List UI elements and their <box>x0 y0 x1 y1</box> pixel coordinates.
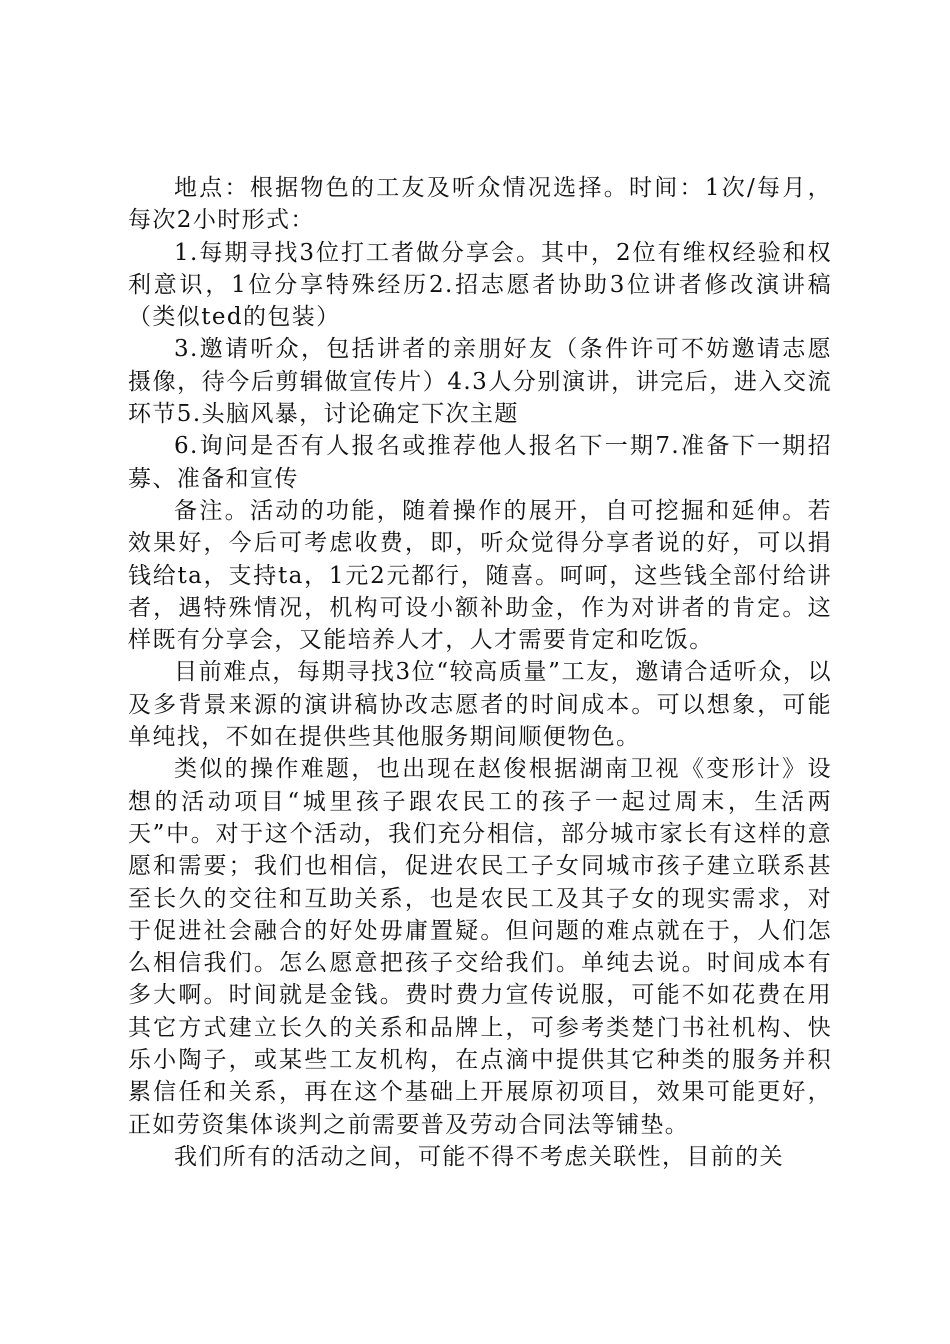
document-body <box>128 172 832 1173</box>
paragraph-step-6-7: 6.询问是否有人报名或推荐他人报名下一期7.准备下一期招募、准备和宣传 <box>128 433 832 492</box>
paragraph-step-3-5: 3.邀请听众，包括讲者的亲朋好友（条件许可不妨邀请志愿摄像，待今后剪辑做宣传片）4.3人分别演讲，讲完后，进入交流环节5.头脑风暴，讨论确定下次主题 <box>128 336 832 428</box>
paragraph-difficulties: 目前难点，每期寻找3位“较高质量”工友，邀请合适听众，以及多背景来源的演讲稿协改志愿者的时间成本。可以想象，可能单纯找，不如在提供些其他服务期间顺便物色。 <box>128 659 832 751</box>
paragraph-location-time: 地点：根据物色的工友及听众情况选择。时间：1次/每月，每次2小时形式： <box>128 175 832 234</box>
paragraph-activity-relation: 我们所有的活动之间，可能不得不考虑关联性，目前的关 <box>174 1143 784 1170</box>
paragraph-remarks: 备注。活动的功能，随着操作的展开，自可挖掘和延伸。若效果好，今后可考虑收费，即，听众觉得分享者说的好，可以捐钱给ta，支持ta，1元2元都行，随喜。呵呵，这些钱全部付给讲者，遇特殊情况，机构可设小额补助金，作为对讲者的肯定。这样既有分享会，又能培养人才，人才需要肯定和吃饭。 <box>128 497 832 654</box>
paragraph-similar-problem: 类似的操作难题，也出现在赵俊根据湖南卫视《变形计》设想的活动项目“城里孩子跟农民工的孩子一起过周末，生活两天”中。对于这个活动，我们充分相信，部分城市家长有这样的意愿和需要；我们也相信，促进农民工子女同城市孩子建立联系甚至长久的交往和互助关系，也是农民工及其子女的现实需求，对于促进社会融合的好处毋庸置疑。但问题的难点就在于，人们怎么相信我们。怎么愿意把孩子交给我们。单纯去说。时间成本有多大啊。时间就是金钱。费时费力宣传说服，可能不如花费在用其它方式建立长久的关系和品牌上，可参考类楚门书社机构、快乐小陶子，或某些工友机构，在点滴中提供其它种类的服务并积累信任和关系，再在这个基础上开展原初项目，效果可能更好，正如劳资集体谈判之前需要普及劳动合同法等铺垫。 <box>128 756 832 1138</box>
paragraph-step-1-2: 1.每期寻找3位打工者做分享会。其中，2位有维权经验和权利意识，1位分享特殊经历2.招志愿者协助3位讲者修改演讲稿（类似ted的包装） <box>128 239 832 331</box>
